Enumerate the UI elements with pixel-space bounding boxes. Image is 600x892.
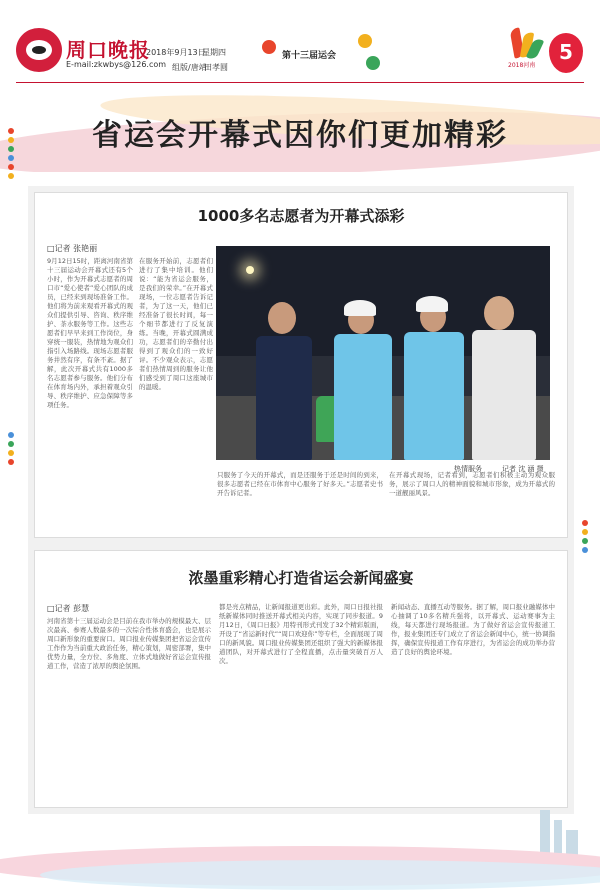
games-banner	[262, 30, 382, 80]
page-header	[0, 0, 600, 86]
proofreader: 田孝圆	[204, 63, 228, 72]
mascot-logo-icon	[16, 28, 62, 72]
photo-figure	[472, 330, 536, 460]
issue-weekday: 星期四	[202, 48, 226, 57]
flower-icon	[262, 40, 276, 54]
article-news-coverage	[34, 550, 568, 808]
emblem-text: 2018河南	[508, 62, 536, 69]
games-banner-text: 第十三届运会	[282, 51, 337, 61]
footer-decoration	[0, 810, 600, 892]
article-byline: □记者 彭慧	[47, 604, 90, 613]
article-column: 在开幕式现场，记者看到，志愿者们积极主动为观众服务，展示了周口人的精神面貌和城市形象，成为开幕式的一道靓丽风景。	[389, 471, 555, 497]
photo-figure	[404, 332, 464, 460]
article-column: 新闻动态、直播互动等服务。据了解，周口报业融媒体中心抽调了10多名精兵强将，以开幕式、运动赛事为主线，每天都进行现场报道。为了做好省运会宣传报道工作，报业集团还专门成立了省运会新闻中心，统一协调指挥，确保宣传报道工作有序进行，为省运会的成功举办营造了良好的舆论环境。	[391, 603, 555, 656]
article-column: 都是亮点精品，让新闻报道更出彩。此外，周口日报社报纸新媒体同时推送开幕式相关内容，实现了同步报道。9月12日，《周口日报》用特刊形式刊发了32个精彩版面，开设了“省运新时代”“周口欢迎你”等专栏，全面展现了周口的新风貌。周口报业传媒集团还组织了强大的新媒体报道团队，对开幕式进行了全程直播，点击量突破百万人次。	[219, 603, 383, 665]
article-byline: □记者 张艳丽	[47, 244, 98, 253]
flower-icon	[366, 56, 380, 70]
decorative-dots	[8, 432, 18, 468]
contact-email: E-mail:zkwbys@126.com	[66, 60, 167, 69]
article-column: 只服务了今天的开幕式，而是还服务于还是时间的到来，很多志愿者已经在市体育中心服务了好多天。”志愿者史书开告诉记者。	[217, 471, 383, 497]
article-column: 河南省第十三届运动会是目前在我市举办的规模最大、层次最高、参赛人数最多的一次综合性体育盛会，也是展示周口新形象的重要窗口。周口报业传媒集团把省运会宣传工作作为当前重大政治任务，精心策划，周密部署，集中优势力量，全方位、多角度、立体式地做好省运会宣传报道工作，营造了浓厚的舆论氛围。	[47, 617, 211, 670]
street-lamp	[246, 266, 254, 274]
header-divider	[16, 82, 584, 83]
issue-date: 2018年9月13日	[146, 48, 206, 57]
article-column: 在服务开始前，志愿者们进行了集中培训。他们说：“能为省运会服务，是我们的荣幸。”在开幕式现场，一位志愿者告诉记者，为了这一天，他们已经准备了很长时间，每一个细节都进行了反复演练。当晚，开幕式圆满成功，志愿者们的辛勤付出得到了观众们的一致好评。不少观众表示，志愿者们热情周到的服务让他们感受到了周口这座城市的温暖。	[139, 257, 213, 391]
volunteers-photo	[216, 246, 550, 460]
layout-editor: 组版/唐靖	[172, 63, 207, 72]
newspaper-name: 周口晚报	[66, 38, 150, 62]
photo-credit: 记者 沈 涵 摄	[502, 465, 544, 473]
decorative-dots	[582, 520, 592, 556]
photo-caption: 热情服务	[454, 465, 482, 473]
games-emblem-icon	[508, 28, 544, 68]
article-title: 浓墨重彩精心打造省运会新闻盛宴	[188, 569, 414, 587]
page-headline: 省运会开幕式因你们更加精彩	[92, 118, 508, 153]
article-title: 1000多名志愿者为开幕式添彩	[197, 207, 405, 225]
flower-icon	[358, 34, 372, 48]
photo-figure	[256, 336, 312, 460]
photo-figure	[334, 334, 392, 460]
page-number: 5	[549, 33, 583, 73]
article-column: 9月12日15时，距离河南省第十三届运动会开幕式还有5个小时，作为开幕式志愿者的周口市“爱心使者”爱心团队的成员，已经来到现场准备工作。他们将为前来观看开幕式的观众们提供引导、咨询、秩序维护、茶水服务等工作。这些志愿者们早早来到工作岗位，身穿统一服装，热情地为观众们指引入场路线。现场志愿者服务井然有序，有条不紊。据了解，此次开幕式共有1000多名志愿者参与服务。他们分布在体育场内外，承担着观众引导、秩序维护、应急保障等多项任务。	[47, 257, 133, 409]
